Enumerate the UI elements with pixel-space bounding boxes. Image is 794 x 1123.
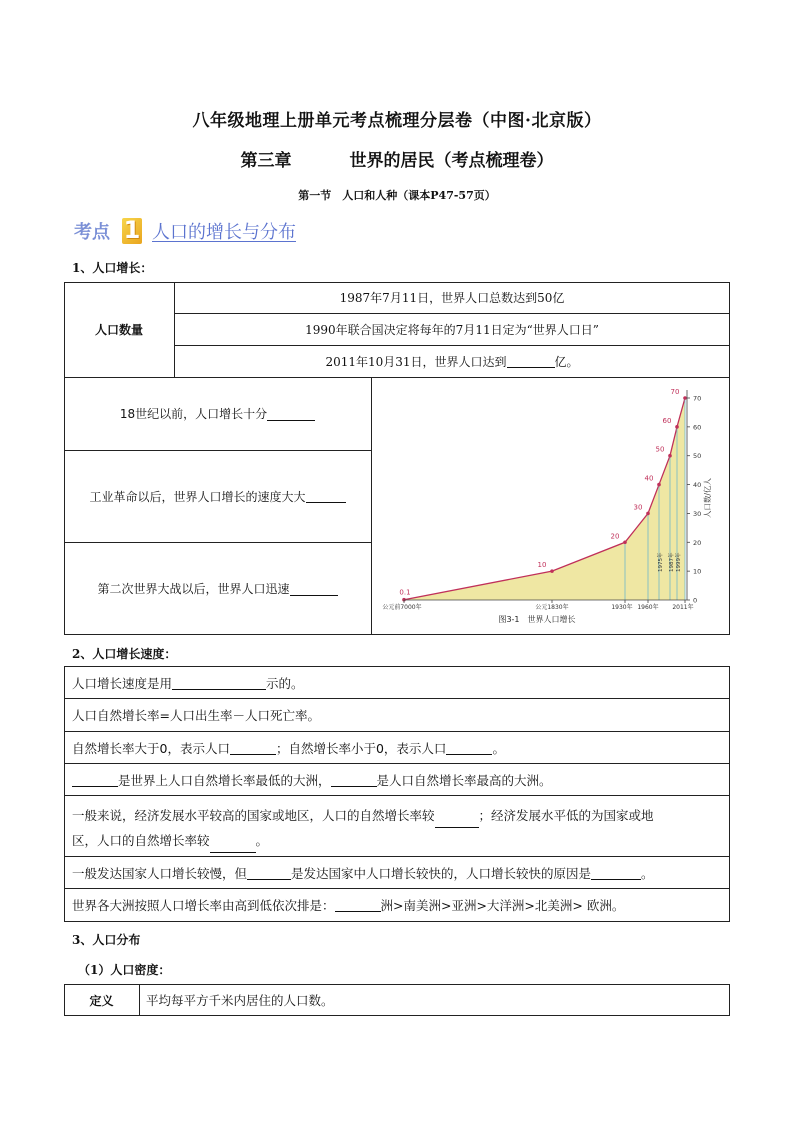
chart-year-label: 1999年 [676, 552, 682, 572]
answer-blank[interactable] [331, 773, 377, 787]
chart-caption: 图3-1 世界人口增长 [498, 615, 576, 624]
fact-1990: 1990年联合国决定将每年的7月11日定为“世界人口日” [305, 322, 599, 337]
chart-y-tick-label: 10 [693, 567, 702, 576]
speed-row-2: 人口自然增长率=人口出生率－人口死亡率。 [64, 699, 730, 732]
chart-y-tick-label: 30 [693, 509, 702, 518]
chart-data-label: 10 [537, 561, 547, 570]
chart-data-label: 70 [670, 388, 680, 396]
speed-row-1: 人口增长速度是用 示的。 [64, 666, 730, 699]
chart-x-tick-label: 1960年 [637, 604, 659, 611]
chart-x-tick-label: 公元1830年 [535, 604, 569, 611]
chart-point [675, 425, 679, 429]
section-1-heading: 1、人口增长： [72, 261, 153, 275]
answer-blank[interactable] [335, 898, 381, 912]
chapter-title: 世界的居民（考点梳理卷） [349, 151, 554, 171]
section-heading: 第一节 人口和人种（课本P47-57页） [298, 189, 496, 202]
chart-year-label: 1987年 [669, 552, 675, 572]
chart-data-label: 0.1 [399, 588, 411, 597]
chart-x-tick-label: 2011年 [672, 604, 694, 611]
speed-row-3: 自然增长率大于0，表示人口 ；自然增长率小于0，表示人口 。 [64, 732, 730, 764]
chart-y-label: 人口数/亿人 [703, 477, 712, 519]
chart-point [623, 540, 627, 544]
stage-industrial: 工业革命以后，世界人口增长的速度大大 [64, 450, 371, 542]
chapter-number: 第三章 [240, 151, 292, 171]
chart-data-label: 50 [655, 445, 665, 454]
answer-blank[interactable] [230, 741, 276, 755]
speed-row-7: 世界各大洲按照人口增长率由高到低依次排是： 洲>南美洲>亚洲>大洋洲>北美洲> 欧洲。 [64, 889, 730, 922]
chart-point [668, 454, 672, 458]
chart-area-fill [404, 398, 685, 600]
answer-blank[interactable] [306, 489, 346, 503]
chart-data-label: 60 [662, 416, 672, 425]
banner-prefix: 考点 [74, 222, 110, 243]
speed-row-6: 一般发达国家人口增长较慢，但 是发达国家中人口增长较快的，人口增长较快的原因是 。 [64, 857, 730, 889]
answer-blank[interactable] [247, 866, 291, 880]
chart-y-tick-label: 60 [693, 423, 702, 432]
chart-y-tick-label: 40 [693, 481, 702, 490]
banner-number: 1 [123, 216, 141, 244]
chart-y-tick-label: 20 [693, 538, 702, 547]
chart-data-label: 30 [633, 503, 643, 512]
speed-row-4: 是世界上人口自然增长率最低的大洲， 是人口自然增长率最高的大洲。 [64, 764, 730, 796]
chart-data-label: 20 [610, 532, 620, 541]
chart-year-label: 1975年 [658, 552, 664, 572]
fact-1987: 1987年7月11日，世界人口总数达到50亿 [339, 291, 565, 305]
section-3-heading: 3、人口分布 [72, 933, 141, 947]
answer-blank[interactable] [267, 407, 315, 421]
chapter-heading [0, 146, 794, 171]
fact-2011: 2011年10月31日，世界人口达到 亿。 [325, 354, 579, 369]
definition-text: 平均每平方千米内居住的人口数。 [146, 993, 334, 1008]
answer-blank[interactable] [210, 839, 256, 853]
doc-title: 八年级地理上册单元考点梳理分层卷（中图·北京版） [192, 111, 602, 131]
banner-number-badge [118, 216, 146, 246]
chart-point [646, 512, 650, 516]
chart-y-tick-label: 0 [693, 596, 698, 605]
row-label-population: 人口数量 [94, 323, 143, 337]
chart-point [550, 569, 554, 573]
chart-y-tick-label: 70 [693, 394, 702, 403]
definition-label: 定义 [89, 993, 114, 1008]
stage-post-ww2: 第二次世界大战以后，世界人口迅速 [64, 542, 371, 635]
chart-point [683, 396, 687, 400]
chart-y-tick-label: 50 [693, 452, 702, 461]
answer-blank[interactable] [435, 814, 479, 828]
section-2-heading: 2、人口增长速度： [72, 647, 177, 661]
answer-blank[interactable] [290, 582, 338, 596]
population-growth-chart [372, 378, 729, 634]
chart-x-tick-label: 1930年 [611, 604, 633, 611]
answer-blank[interactable] [507, 354, 555, 368]
chart-point [657, 483, 661, 487]
speed-row-5: 一般来说，经济发展水平较高的国家或地区，人口的自然增长率较 ；经济发展水平低的为国家或地 区，人口的自然增长率较 。 [64, 796, 730, 857]
banner-title: 人口的增长与分布 [152, 222, 296, 243]
answer-blank[interactable] [172, 676, 266, 690]
stage-pre-18th: 18世纪以前，人口增长十分 [64, 377, 371, 450]
density-subheading: （1）人口密度： [78, 963, 171, 977]
answer-blank[interactable] [72, 773, 118, 787]
chart-data-label: 40 [644, 474, 654, 483]
answer-blank[interactable] [591, 866, 641, 880]
chart-x-tick-label: 公元前7000年 [382, 604, 422, 611]
answer-blank[interactable] [446, 741, 492, 755]
topic-banner [74, 214, 296, 248]
